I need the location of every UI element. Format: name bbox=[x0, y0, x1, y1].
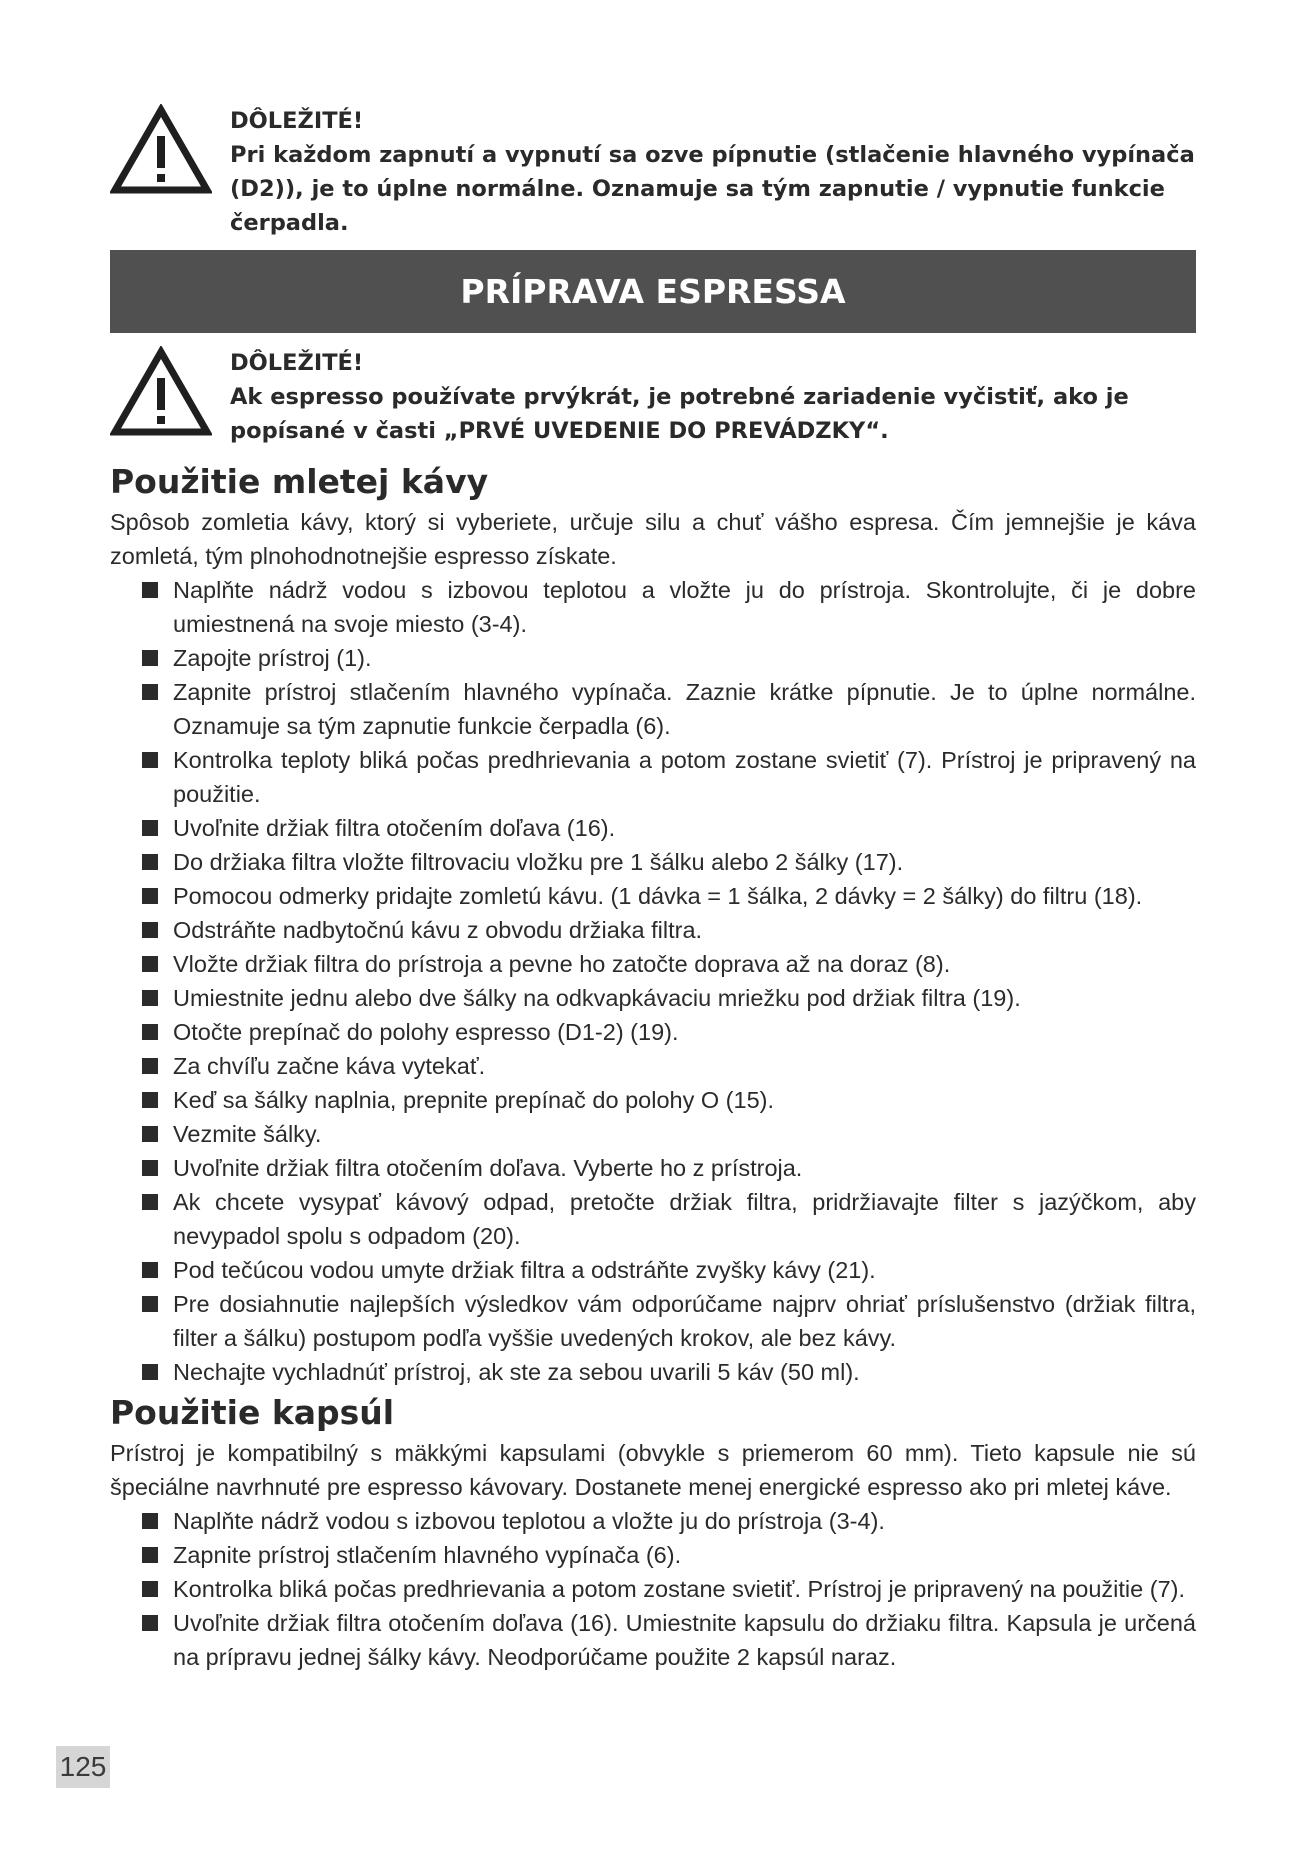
notice-section-text bbox=[230, 346, 1196, 448]
bullet-square-icon bbox=[142, 1126, 158, 1142]
warning-icon bbox=[110, 346, 212, 438]
list-item: Pre dosiahnutie najlepších výsledkov vám odporúčame najprv ohriať príslušenstvo (držiak filtra, filter a šálku) postupom podľa vyššie uvedených krokov, ale bez kávy. bbox=[110, 1287, 1196, 1355]
list-item: Keď sa šálky naplnia, prepnite prepínač do polohy O (15). bbox=[110, 1083, 1196, 1117]
list-item: Odstráňte nadbytočnú kávu z obvodu držiaka filtra. bbox=[110, 913, 1196, 947]
list-item: Otočte prepínač do polohy espresso (D1-2) (19). bbox=[110, 1015, 1196, 1049]
bullet-square-icon bbox=[142, 854, 158, 870]
bullet-square-icon bbox=[142, 1581, 158, 1597]
bullet-square-icon bbox=[142, 684, 158, 700]
notice-top-text bbox=[230, 104, 1196, 240]
intro-ground-coffee: Spôsob zomletia kávy, ktorý si vyberiete, určuje silu a chuť vášho espresa. Čím jemnejšie je káva zomletá, tým plnohodnotnejšie espresso získate. bbox=[110, 509, 1196, 569]
list-item: Pomocou odmerky pridajte zomletú kávu. (1 dávka = 1 šálka, 2 dávky = 2 šálky) do filtru (18). bbox=[110, 879, 1196, 913]
heading-ground-coffee: Použitie mletej kávy bbox=[110, 462, 489, 501]
bullet-square-icon bbox=[142, 1092, 158, 1108]
bullet-square-icon bbox=[142, 582, 158, 598]
notice-top-body: Pri každom zapnutí a vypnutí sa ozve pípnutie (stlačenie hlavného vypínača (D2)), je to úplne normálne. Oznamuje sa tým zapnutie / vypnutie funkcie čerpadla. bbox=[230, 142, 1195, 236]
list-item: Pod tečúcou vodou umyte držiak filtra a odstráňte zvyšky kávy (21). bbox=[110, 1253, 1196, 1287]
list-item: Zapojte prístroj (1). bbox=[110, 641, 1196, 675]
intro-capsules: Prístroj je kompatibilný s mäkkými kapsulami (obvykle s priemerom 60 mm). Tieto kapsule nie sú špeciálne navrhnuté pre espresso kávovary. Dostanete menej energické espresso ako pri mletej káve. bbox=[110, 1440, 1196, 1500]
list-item: Uvoľnite držiak filtra otočením doľava (16). bbox=[110, 811, 1196, 845]
bullet-square-icon bbox=[142, 1058, 158, 1074]
bullet-square-icon bbox=[142, 1513, 158, 1529]
bullet-square-icon bbox=[142, 990, 158, 1006]
list-item: Za chvíľu začne káva vytekať. bbox=[110, 1049, 1196, 1083]
list-item: Kontrolka bliká počas predhrievania a potom zostane svietiť. Prístroj je pripravený na použitie (7). bbox=[110, 1572, 1196, 1606]
heading-capsules: Použitie kapsúl bbox=[110, 1393, 395, 1432]
notice-top-title: DÔLEŽITÉ! bbox=[230, 108, 364, 134]
bullet-square-icon bbox=[142, 1547, 158, 1563]
section-banner-title: PRÍPRAVA ESPRESSA bbox=[460, 272, 846, 311]
bullet-square-icon bbox=[142, 1194, 158, 1210]
bullet-square-icon bbox=[142, 1615, 158, 1631]
notice-section-body: Ak espresso používate prvýkrát, je potrebné zariadenie vyčistiť, ako je popísané v časti „PRVÉ UVEDENIE DO PREVÁDZKY“. bbox=[230, 384, 1129, 444]
bullet-square-icon bbox=[142, 956, 158, 972]
list-item: Ak chcete vysypať kávový odpad, pretočte držiak filtra, pridržiavajte filter s jazýčkom, aby nevypadol spolu s odpadom (20). bbox=[110, 1185, 1196, 1253]
list-item: Naplňte nádrž vodou s izbovou teplotou a vložte ju do prístroja. Skontrolujte, či je dobre umiestnená na svoje miesto (3-4). bbox=[110, 573, 1196, 641]
bullet-square-icon bbox=[142, 922, 158, 938]
bullet-square-icon bbox=[142, 888, 158, 904]
list-item: Vložte držiak filtra do prístroja a pevne ho zatočte doprava až na doraz (8). bbox=[110, 947, 1196, 981]
section-capsules bbox=[110, 1390, 1196, 1674]
bullet-square-icon bbox=[142, 1364, 158, 1380]
bullet-square-icon bbox=[142, 1160, 158, 1176]
bullet-square-icon bbox=[142, 752, 158, 768]
warning-icon bbox=[110, 104, 212, 196]
list-item: Nechajte vychladnúť prístroj, ak ste za sebou uvarili 5 káv (50 ml). bbox=[110, 1355, 1196, 1389]
bullet-square-icon bbox=[142, 1296, 158, 1312]
list-item: Naplňte nádrž vodou s izbovou teplotou a vložte ju do prístroja (3-4). bbox=[110, 1504, 1196, 1538]
notice-section bbox=[110, 346, 1196, 448]
list-item: Zapnite prístroj stlačením hlavného vypínača (6). bbox=[110, 1538, 1196, 1572]
list-item: Uvoľnite držiak filtra otočením doľava (16). Umiestnite kapsulu do držiaku filtra. Kapsula je určená na prípravu jednej šálky kávy. Neodporúčame použite 2 kapsúl naraz. bbox=[110, 1606, 1196, 1674]
bullet-square-icon bbox=[142, 650, 158, 666]
section-banner bbox=[110, 250, 1196, 333]
list-item: Do držiaka filtra vložte filtrovaciu vložku pre 1 šálku alebo 2 šálky (17). bbox=[110, 845, 1196, 879]
steps-ground-coffee bbox=[110, 573, 1196, 1389]
list-item: Uvoľnite držiak filtra otočením doľava. Vyberte ho z prístroja. bbox=[110, 1151, 1196, 1185]
bullet-square-icon bbox=[142, 820, 158, 836]
bullet-square-icon bbox=[142, 1262, 158, 1278]
list-item: Zapnite prístroj stlačením hlavného vypínača. Zaznie krátke pípnutie. Je to úplne normálne. Oznamuje sa tým zapnutie funkcie čerpadla (6). bbox=[110, 675, 1196, 743]
steps-capsules bbox=[110, 1504, 1196, 1674]
list-item: Umiestnite jednu alebo dve šálky na odkvapkávaciu mriežku pod držiak filtra (19). bbox=[110, 981, 1196, 1015]
list-item: Kontrolka teploty bliká počas predhrievania a potom zostane svietiť (7). Prístroj je pripravený na použitie. bbox=[110, 743, 1196, 811]
notice-top bbox=[110, 104, 1196, 240]
section-ground-coffee bbox=[110, 459, 1196, 1389]
bullet-square-icon bbox=[142, 1024, 158, 1040]
notice-section-title: DÔLEŽITÉ! bbox=[230, 350, 364, 376]
page-number: 125 bbox=[56, 1746, 110, 1788]
list-item: Vezmite šálky. bbox=[110, 1117, 1196, 1151]
